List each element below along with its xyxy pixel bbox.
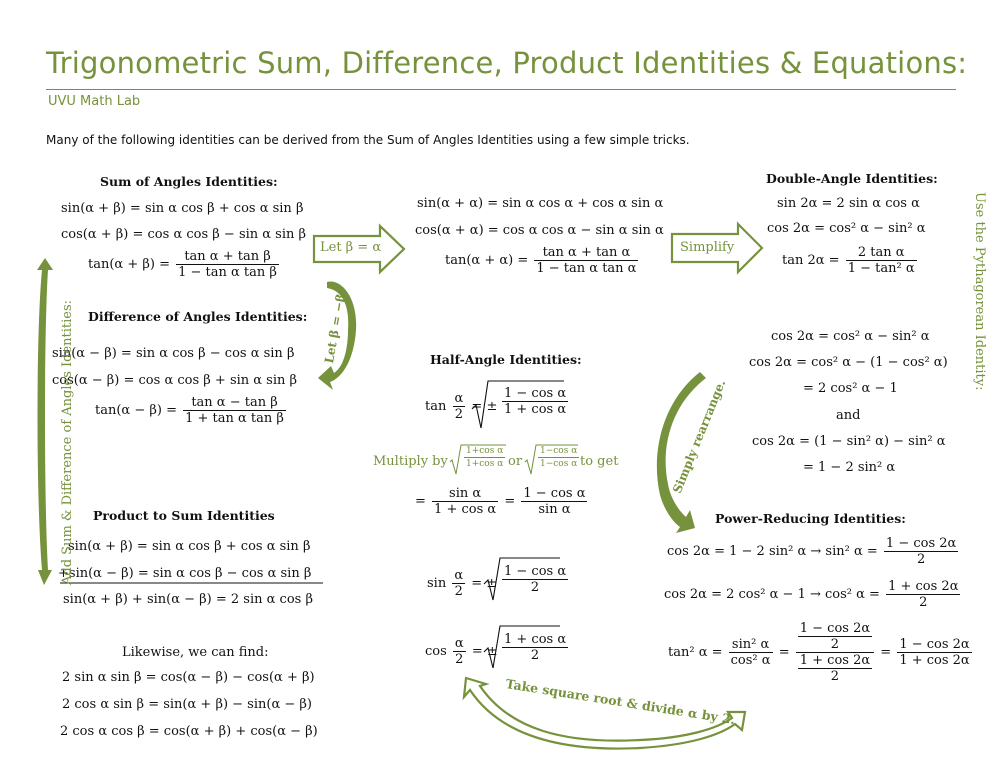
diff-tan-fraction [183,396,286,425]
power-l3-b-numerator [796,622,874,653]
middle-cos: cos(α + α) = cos α cos α − sin α sin α [415,223,664,238]
multiply-frac-1 [462,446,507,469]
half-tan-alternate [415,487,589,516]
double-tan-fraction [846,246,917,275]
take-square-root-label: Take square root & divide α by 2. [504,676,737,728]
power-l3-b-top [798,622,872,651]
multiply-by-text: Multiply by [373,454,448,469]
pyth-line-2: cos 2α = cos² α − (1 − cos² α) [749,355,948,370]
double-tan [782,246,919,275]
power-l3-b-bottom [798,654,872,683]
power-l3-b-dd: 2 [830,669,840,684]
multiply-frac-1-den: 1+cos α [466,459,504,469]
power-reducing-heading: Power-Reducing Identities: [715,511,906,526]
product-sum-heading: Product to Sum Identities [93,508,275,523]
half-angle-heading: Half-Angle Identities: [430,352,582,367]
half-alt-f2-den: sin α [538,502,571,517]
diff-angles-heading: Difference of Angles Identities: [88,309,308,324]
half-cos-alpha: α [454,636,464,651]
product-sum-line3: sin(α + β) + sin(α − β) = 2 sin α cos β [63,592,313,607]
sum-sin-identity: sin(α + β) = sin α cos β + cos α sin β [61,201,304,216]
double-tan-denominator: 1 − tan² α [847,261,915,276]
half-tan-two: 2 [454,407,464,422]
half-tan-alpha: α [454,391,464,406]
pyth-and: and [836,408,861,423]
power-l3-frac-c [897,638,971,667]
simply-rearrange-label: Simply rearrange. [670,377,729,496]
power-l2-den: 2 [919,595,928,610]
simplify-label: Simplify [680,240,735,255]
or-text: or [508,454,523,469]
half-cos-radicand-fraction [502,633,568,662]
product-sum-line1: sin(α + β) = sin α cos β + cos α sin β [68,539,311,554]
half-cos-rad-den: 2 [530,648,540,663]
pyth-line-3: = 2 cos² α − 1 [803,381,898,396]
product-find-3: 2 cos α cos β = cos(α + β) + cos(α − β) [60,724,318,739]
power-l1-lhs: cos 2α = 1 − 2 sin² α → sin² α = [667,544,878,559]
half-sin-radicand [500,565,570,594]
half-alt-eq1: = [415,494,426,509]
power-l3-c-num: 1 − cos 2α [899,637,970,652]
half-cos-radicand [500,633,570,662]
add-sum-diff-arrow [37,258,53,585]
multiply-frac-2-den: 1−cos α [540,459,578,469]
double-sin: sin 2α = 2 sin α cos α [777,196,920,211]
half-alt-eq2: = [504,494,516,509]
intro-text: Many of the following identities can be derived from the Sum of Angles Identities using a few simple tricks. [46,133,690,147]
power-l1-den: 2 [916,552,926,567]
diff-tan-identity [95,396,288,425]
multiply-frac-2-fraction [538,446,579,469]
sum-tan-identity [88,250,281,279]
power-l3-eq1: = [778,645,790,660]
likewise-text: Likewise, we can find: [122,645,269,660]
double-angle-heading: Double-Angle Identities: [766,171,938,186]
middle-tan-numerator: tan α + tan α [534,246,638,261]
power-l3-frac-a [729,638,773,667]
page-subtitle: UVU Math Lab [48,94,141,109]
double-tan-numerator: 2 tan α [846,246,917,261]
half-sin-alpha-over-2 [452,569,465,598]
half-tan-radicand-fraction [502,387,568,416]
product-sum-line2: +sin(α − β) = sin α cos β − cos α sin β [58,566,312,581]
power-l3-frac-b [796,622,874,683]
sum-cos-identity: cos(α + β) = cos α cos β − sin α sin β [61,227,307,242]
double-tan-lhs: tan 2α = [782,253,840,268]
power-line-3 [668,622,974,683]
power-l3-b-denominator [796,653,874,683]
to-get-text: to get [580,454,619,469]
sum-tan-fraction [176,250,279,279]
half-cos-identity [425,637,498,666]
half-alt-f1-num: sin α [432,487,498,502]
half-sin-identity [427,569,497,598]
half-sin-radicand-fraction [502,565,568,594]
add-sum-diff-label: Add Sum & Difference of Angles Identities: [60,299,75,585]
double-cos: cos 2α = cos² α − sin² α [767,221,926,236]
diff-tan-lhs: tan(α − β) = [95,403,177,418]
half-tan-radicand [500,387,570,416]
product-find-1: 2 sin α sin β = cos(α − β) − cos(α + β) [62,670,315,685]
half-alt-frac-2 [521,487,587,516]
power-l3-b-dn: 1 + cos 2α [799,653,871,668]
half-alt-f2-num: 1 − cos α [523,486,586,501]
diff-cos-identity: cos(α − β) = cos α cos β + sin α sin β [52,373,298,388]
power-l3-lhs: tan² α = [668,645,723,660]
product-find-2: 2 cos α sin β = sin(α + β) − sin(α − β) [62,697,312,712]
half-sin-rad-den: 2 [530,580,540,595]
half-sin-eq-pm: = ± [471,576,498,591]
half-tan-fn: tan [425,399,447,414]
power-l3-b-nd: 2 [830,637,840,652]
half-cos-rad-num: 1 + cos α [504,632,567,647]
sum-angles-heading: Sum of Angles Identities: [100,174,278,189]
half-tan-eq-pm: = ± [471,399,498,414]
half-tan-rad-den: 1 + cos α [504,402,567,417]
sum-tan-lhs: tan(α + β) = [88,257,170,272]
half-sin-two: 2 [454,584,463,599]
pyth-line-4: cos 2α = (1 − sin² α) − sin² α [752,434,946,449]
half-alt-frac-1 [432,487,498,516]
power-line-2 [664,580,962,609]
half-cos-alpha-over-2 [453,637,466,666]
power-l1-num: 1 − cos 2α [885,536,957,551]
half-cos-two: 2 [455,652,464,667]
half-sin-rad-num: 1 − cos α [504,564,567,579]
power-l2-fraction [886,580,960,609]
diff-tan-numerator: tan α − tan β [183,396,286,411]
power-l2-num: 1 + cos 2α [888,579,959,594]
power-l3-c-den: 1 + cos 2α [899,653,970,668]
middle-tan-lhs: tan(α + α) = [445,253,529,268]
half-cos-eq-pm: = ± [471,644,498,659]
pythagorean-label: Use the Pythagorean Identity: [972,192,987,391]
half-cos-fn: cos [425,644,447,659]
pyth-line-5: = 1 − 2 sin² α [803,460,896,475]
power-l1-fraction [884,537,958,566]
multiply-frac-1-num: 1+cos α [466,446,504,456]
middle-tan-denominator: 1 − tan α tan α [536,261,637,276]
half-sin-fn: sin [427,576,447,591]
power-l2-lhs: cos 2α = 2 cos² α − 1 → cos² α = [664,587,880,602]
sum-tan-numerator: tan α + tan β [176,250,279,265]
middle-sin: sin(α + α) = sin α cos α + cos α sin α [417,196,664,211]
half-alt-f1-den: 1 + cos α [434,502,497,517]
multiply-frac-2 [536,446,581,469]
power-l3-a-den: cos² α [730,653,771,668]
power-l3-eq2: = [880,645,892,660]
let-beta-neg-label: Let β = −β [322,292,348,365]
page-title: Trigonometric Sum, Difference, Product Identities & Equations: [46,46,968,80]
power-line-1 [667,537,960,566]
half-sin-alpha: α [454,568,464,583]
sum-tan-denominator: 1 − tan α tan β [178,265,277,280]
let-beta-alpha-label: Let β = α [320,240,382,255]
power-l3-b-nn: 1 − cos 2α [799,621,871,636]
half-tan-rad-num: 1 − cos α [504,386,567,401]
half-tan-identity [425,392,497,421]
half-tan-alpha-over-2 [453,392,466,421]
diff-sin-identity: sin(α − β) = sin α cos β − cos α sin β [52,346,295,361]
power-l3-a-num: sin² α [729,638,773,653]
diff-tan-denominator: 1 + tan α tan β [185,411,284,426]
pyth-line-1: cos 2α = cos² α − sin² α [771,329,930,344]
middle-tan [445,246,640,275]
multiply-frac-1-fraction [464,446,505,469]
multiply-frac-2-num: 1−cos α [540,446,578,456]
middle-tan-fraction [534,246,638,275]
